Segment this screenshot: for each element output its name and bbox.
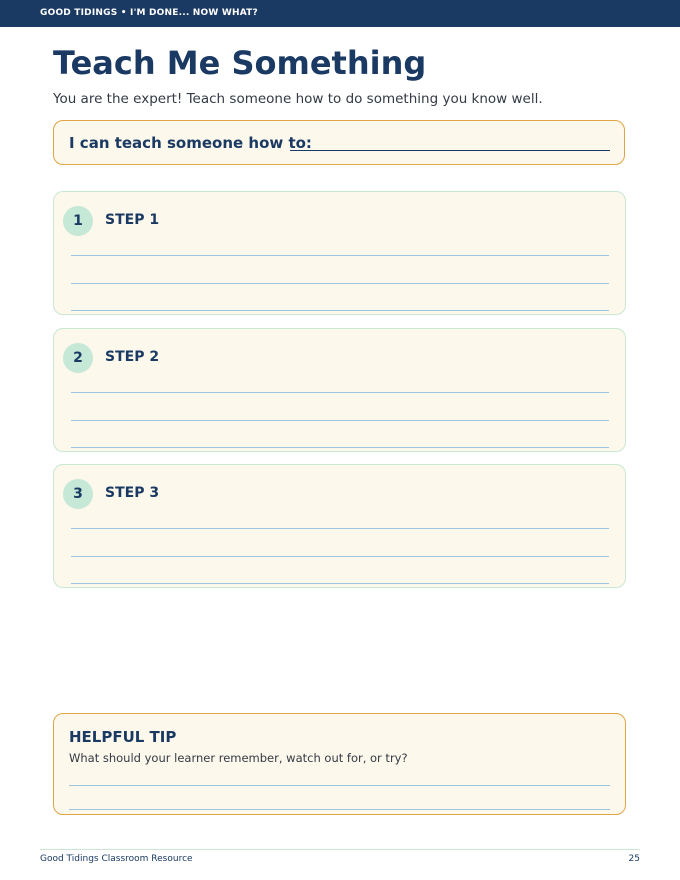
page-subtitle: You are the expert! Teach someone how to do something you know well.	[53, 91, 543, 107]
footer-resource-name: Good Tidings Classroom Resource	[40, 854, 193, 864]
writing-line[interactable]	[71, 283, 609, 284]
footer-divider	[40, 849, 640, 850]
step-number-badge: 2	[63, 343, 93, 373]
page-number: 25	[628, 854, 640, 864]
writing-line[interactable]	[71, 255, 609, 256]
teach-topic-write-line[interactable]	[290, 150, 610, 151]
writing-line[interactable]	[71, 420, 609, 421]
step-card-3	[53, 464, 626, 588]
step-title: STEP 2	[105, 349, 160, 365]
writing-line[interactable]	[71, 528, 609, 529]
writing-line[interactable]	[71, 310, 609, 311]
step-number-badge: 1	[63, 206, 93, 236]
step-title: STEP 1	[105, 212, 160, 228]
writing-line[interactable]	[69, 809, 610, 810]
writing-line[interactable]	[71, 583, 609, 584]
teach-topic-box	[53, 120, 625, 165]
writing-line[interactable]	[69, 785, 610, 786]
teach-topic-label: I can teach someone how to:	[69, 134, 312, 152]
page-title: Teach Me Something	[53, 44, 427, 82]
helpful-tip-prompt: What should your learner remember, watch out for, or try?	[69, 751, 408, 765]
writing-line[interactable]	[71, 447, 609, 448]
writing-line[interactable]	[71, 556, 609, 557]
step-title: STEP 3	[105, 485, 160, 501]
top-banner	[0, 0, 680, 27]
helpful-tip-title: HELPFUL TIP	[69, 728, 177, 746]
writing-line[interactable]	[71, 392, 609, 393]
step-card-1	[53, 191, 626, 315]
step-card-2	[53, 328, 626, 452]
helpful-tip-box	[53, 713, 626, 815]
step-number-badge: 3	[63, 479, 93, 509]
banner-text: GOOD TIDINGS • I'M DONE... NOW WHAT?	[40, 8, 258, 18]
